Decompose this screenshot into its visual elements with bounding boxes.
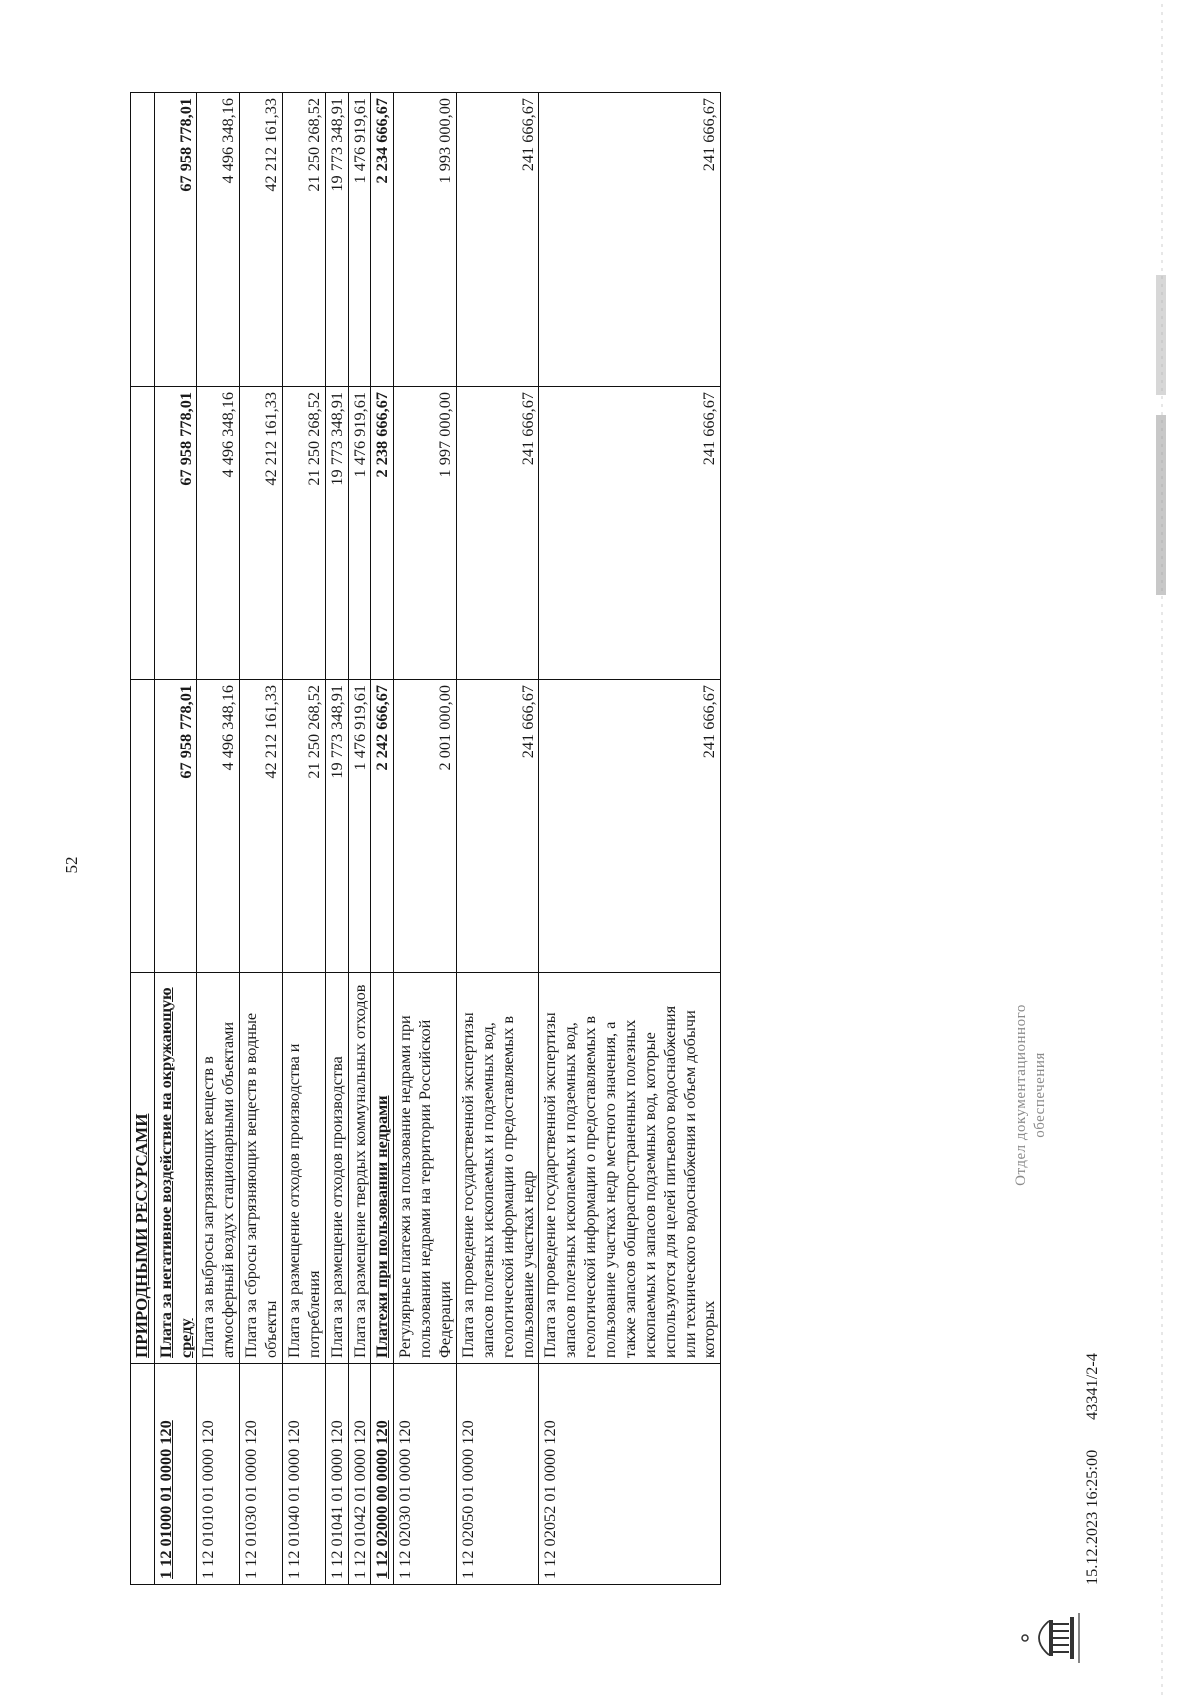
amount-year-2: 2 238 666,67 [371, 387, 394, 680]
value-cell [131, 93, 155, 387]
amount-year-3: 1 993 000,00 [394, 93, 457, 387]
table-row [154, 93, 197, 1585]
value-cell [131, 680, 155, 973]
amount-year-2: 19 773 348,91 [325, 387, 348, 680]
table-row [539, 93, 721, 1585]
budget-code: 1 12 01041 01 0000 120 [325, 1364, 348, 1585]
department-stamp [1012, 965, 1050, 1225]
amount-year-1: 241 666,67 [539, 680, 721, 973]
budget-code: 1 12 01030 01 0000 120 [240, 1364, 283, 1585]
row-description: Плата за размещение отходов производства и потребления [282, 973, 325, 1364]
amount-year-1: 42 212 161,33 [240, 680, 283, 973]
table-row [240, 93, 283, 1585]
amount-year-1: 1 476 919,61 [348, 680, 371, 973]
scan-edge-artifact [1150, 0, 1200, 1695]
section-header-row [131, 93, 155, 1585]
amount-year-2: 42 212 161,33 [240, 387, 283, 680]
amount-year-3: 42 212 161,33 [240, 93, 283, 387]
amount-year-1: 2 242 666,67 [371, 680, 394, 973]
table-row [197, 93, 240, 1585]
row-description: Плата за негативное воздействие на окружающую среду [154, 973, 197, 1364]
budget-code: 1 12 01042 01 0000 120 [348, 1364, 371, 1585]
footer-date: 15.12.2023 16:25:00 [1082, 1449, 1101, 1585]
table-row [282, 93, 325, 1585]
amount-year-2: 4 496 348,16 [197, 387, 240, 680]
stamp-line-2: обеспечения [1031, 1052, 1048, 1138]
budget-table [130, 92, 721, 1585]
budget-code: 1 12 02030 01 0000 120 [394, 1364, 457, 1585]
stamp-line-1: Отдел документационного [1013, 1004, 1029, 1186]
amount-year-2: 67 958 778,01 [154, 387, 197, 680]
amount-year-2: 241 666,67 [539, 387, 721, 680]
amount-year-3: 19 773 348,91 [325, 93, 348, 387]
budget-code: 1 12 02052 01 0000 120 [539, 1364, 721, 1585]
budget-code: 1 12 02050 01 0000 120 [456, 1364, 539, 1585]
amount-year-3: 4 496 348,16 [197, 93, 240, 387]
budget-code: 1 12 01000 01 0000 120 [154, 1364, 197, 1585]
amount-year-1: 67 958 778,01 [154, 680, 197, 973]
amount-year-2: 241 666,67 [456, 387, 539, 680]
row-description: Плата за проведение государственной экспертизы запасов полезных ископаемых и подземных вод, геологической информации о предоставляемых в пользование участках недр местного значения, а также запасов общераспространенных полезных ископаемых и запасов подземных вод, которые используются для целей питьевого водоснабжения или технического водоснабжения и объем добычи которых [539, 973, 721, 1364]
amount-year-3: 2 234 666,67 [371, 93, 394, 387]
row-description: Регулярные платежи за пользование недрами при пользовании недрами на территории Российской Федерации [394, 973, 457, 1364]
amount-year-2: 1 476 919,61 [348, 387, 371, 680]
row-description: Плата за сбросы загрязняющих веществ в водные объекты [240, 973, 283, 1364]
amount-year-1: 21 250 268,52 [282, 680, 325, 973]
row-description: Плата за проведение государственной экспертизы запасов полезных ископаемых и подземных вод, геологической информации о предоставляемых в пользование участках недр [456, 973, 539, 1364]
table-row [456, 93, 539, 1585]
table-row [371, 93, 394, 1585]
amount-year-1: 4 496 348,16 [197, 680, 240, 973]
budget-code: 1 12 01040 01 0000 120 [282, 1364, 325, 1585]
amount-year-2: 1 997 000,00 [394, 387, 457, 680]
code-cell [131, 1364, 155, 1585]
amount-year-1: 19 773 348,91 [325, 680, 348, 973]
row-description: Платежи при пользовании недрами [371, 973, 394, 1364]
budget-code: 1 12 02000 00 0000 120 [371, 1364, 394, 1585]
amount-year-3: 1 476 919,61 [348, 93, 371, 387]
table-row [325, 93, 348, 1585]
amount-year-1: 241 666,67 [456, 680, 539, 973]
page-number: 52 [62, 856, 81, 874]
budget-code: 1 12 01010 01 0000 120 [197, 1364, 240, 1585]
row-description: Плата за выбросы загрязняющих веществ в атмосферный воздух стационарными объектами [197, 973, 240, 1364]
section-heading: ПРИРОДНЫМИ РЕСУРСАМИ [131, 973, 155, 1364]
amount-year-3: 241 666,67 [539, 93, 721, 387]
footer-registration-number: 43341/2-4 [1082, 1353, 1101, 1420]
amount-year-1: 2 001 000,00 [394, 680, 457, 973]
table-row [394, 93, 457, 1585]
crest-logo-icon [1015, 1603, 1085, 1673]
amount-year-3: 241 666,67 [456, 93, 539, 387]
amount-year-3: 67 958 778,01 [154, 93, 197, 387]
table-row [348, 93, 371, 1585]
amount-year-2: 21 250 268,52 [282, 387, 325, 680]
row-description: Плата за размещение отходов производства [325, 973, 348, 1364]
amount-year-3: 21 250 268,52 [282, 93, 325, 387]
row-description: Плата за размещение твердых коммунальных отходов [348, 973, 371, 1364]
value-cell [131, 387, 155, 680]
